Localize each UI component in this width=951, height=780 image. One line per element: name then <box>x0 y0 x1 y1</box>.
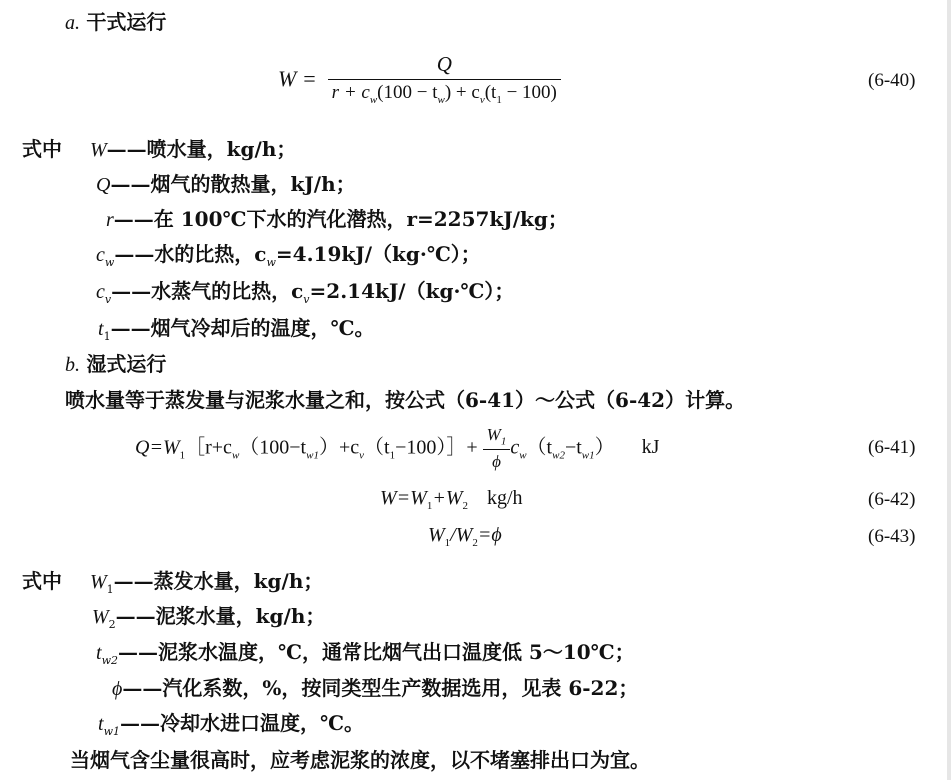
section-b-heading <box>65 348 166 377</box>
section-a-title: 干式运行 <box>86 10 167 34</box>
def-cv: $c_v——$水蒸气的比热，$c_v=2.14kJ/(kg\cdot℃)$； <box>96 279 515 306</box>
def-symbol: r <box>106 209 114 231</box>
equation-6-42: $W=W_1+W_2$ kg/h <box>380 487 523 512</box>
section-a-label: a. <box>65 12 80 34</box>
def-W1: $W_1——$蒸发水量，kg/h； <box>90 569 324 596</box>
def-Q <box>96 168 356 197</box>
defs-a-intro: 式中 <box>22 137 62 161</box>
def-t1: $t_1——$烟气冷却后的温度，℃。 <box>98 316 375 343</box>
eq-6-40-fraction <box>328 52 561 106</box>
closing-paragraph: 当烟气含尘量很高时，应考虑泥浆的浓度，以不堵塞排出口为宜。 <box>70 748 650 772</box>
equation-6-40 <box>278 52 561 106</box>
def-text: ——喷水量，kg/h； <box>106 137 297 161</box>
def-cw: $c_w——$水的比热，$c_w=4.19kJ/(kg\cdot℃)$； <box>96 242 481 269</box>
section-b-label: b. <box>65 354 80 376</box>
def-tw2: $t_{w2}——$泥浆水温度，℃，通常比烟气出口温度低 5～10℃； <box>96 640 635 667</box>
def-text: ——烟气的散热量，kJ/h； <box>110 172 356 196</box>
equation-6-43: $W_1/W_2=\phi$ <box>428 524 502 549</box>
eq-6-40-lhs: W = <box>278 65 317 91</box>
eq-6-41-fraction: $\frac{W_1}{\phi}$ <box>483 425 511 472</box>
eq-6-43-number: (6-43) <box>868 526 916 547</box>
eq-6-41-unit: kJ <box>641 436 660 459</box>
section-a-heading <box>65 6 166 35</box>
def-tw1: $t_{w1}——$冷却水进口温度，℃。 <box>98 711 364 738</box>
eq-6-40-denominator: $r + c_w(100 - t_w) + c_v(t_1 - 100)$ <box>328 79 561 106</box>
equation-6-41: $Q=W_1[r+c_w(100-t_{w1})+c_v(t_1-100)]+$ $\frac{W_1}{\phi}$ $c_w(t_{w2}-t_{w1})$ kJ <box>135 425 660 472</box>
def-W2: $W_2——$泥浆水量，kg/h； <box>92 604 326 631</box>
eq-6-40-number: (6-40) <box>868 70 916 91</box>
def-W <box>90 133 296 162</box>
def-symbol: W <box>90 139 107 161</box>
def-text: ——在 100℃下水的汽化潜热，r=2257kJ/kg； <box>113 207 568 231</box>
section-b-intro: 喷水量等于蒸发量与泥浆水量之和，按公式（6-41）～公式（6-42）计算。 <box>65 388 746 412</box>
eq-6-40-numerator: Q <box>436 52 452 76</box>
eq-6-42-unit: kg/h <box>486 487 523 509</box>
def-symbol: Q <box>96 174 111 196</box>
def-phi: ϕ——汽化系数，%，按同类型生产数据选用，见表 6-22； <box>112 676 639 700</box>
eq-6-42-number: (6-42) <box>868 489 916 510</box>
eq-6-41-number: (6-41) <box>868 437 916 458</box>
def-r <box>106 203 568 232</box>
defs-b-intro: 式中 <box>22 569 62 593</box>
window-edge <box>947 0 951 780</box>
section-b-title: 湿式运行 <box>86 352 167 376</box>
